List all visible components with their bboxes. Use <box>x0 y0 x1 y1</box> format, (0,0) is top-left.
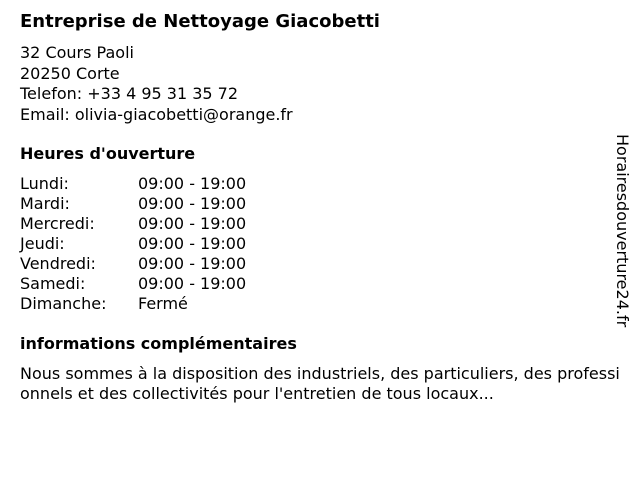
hours-time: 09:00 - 19:00 <box>138 234 247 253</box>
hours-time: Fermé <box>138 294 188 313</box>
site-watermark: Horairesdouverture24.fr <box>613 134 632 328</box>
address-street: 32 Cours Paoli <box>20 43 134 62</box>
hours-time: 09:00 - 19:00 <box>138 254 247 273</box>
business-name: Entreprise de Nettoyage Giacobetti <box>20 11 380 32</box>
hours-time: 09:00 - 19:00 <box>138 174 247 193</box>
contact-block <box>20 43 293 125</box>
hours-row-monday <box>20 174 246 194</box>
hours-day: Lundi: <box>20 174 69 193</box>
hours-time: 09:00 - 19:00 <box>138 214 247 233</box>
hours-row-saturday <box>20 274 246 294</box>
hours-row-thursday <box>20 234 246 254</box>
additional-info-heading: informations complémentaires <box>20 334 297 353</box>
hours-day: Jeudi: <box>20 234 65 253</box>
hours-time: 09:00 - 19:00 <box>138 194 247 213</box>
hours-row-sunday <box>20 294 246 314</box>
email-address: Email: olivia-giacobetti@orange.fr <box>20 104 293 124</box>
hours-day: Vendredi: <box>20 254 96 273</box>
hours-day: Mercredi: <box>20 214 95 233</box>
hours-day: Samedi: <box>20 274 86 293</box>
hours-day: Mardi: <box>20 194 70 213</box>
address-city: 20250 Corte <box>20 63 120 83</box>
additional-info-text: Nous sommes à la disposition des industriels, des particuliers, des professionnels et des collectivités pour l'entretien de tous locaux... <box>20 364 620 403</box>
opening-hours-heading: Heures d'ouverture <box>20 144 196 163</box>
hours-row-tuesday <box>20 194 246 214</box>
hours-time: 09:00 - 19:00 <box>138 274 247 293</box>
hours-row-friday <box>20 254 246 274</box>
opening-hours-list <box>20 174 246 314</box>
hours-row-wednesday <box>20 214 246 234</box>
hours-day: Dimanche: <box>20 294 107 313</box>
phone-number: Telefon: +33 4 95 31 35 72 <box>20 84 239 103</box>
